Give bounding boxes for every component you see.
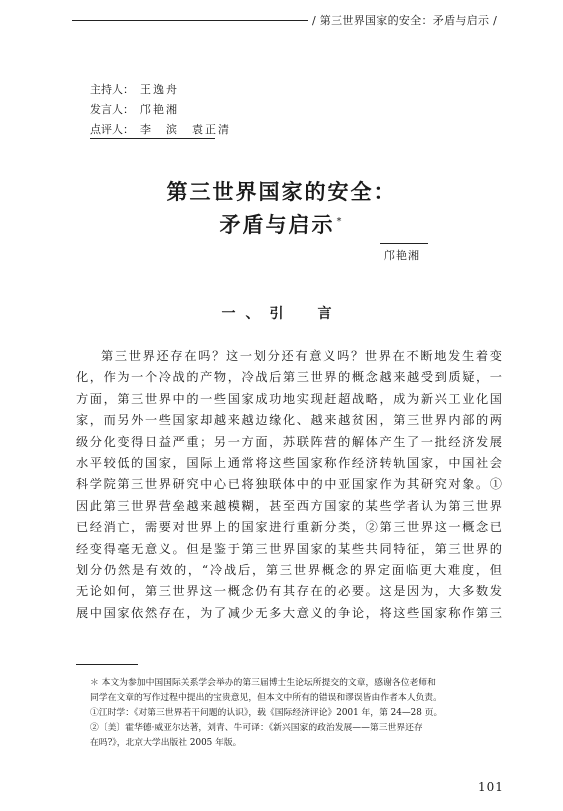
- body-line: 科学院第三世界研究中心已将独联体中的中亚国家作为其研究对象。①: [76, 477, 502, 492]
- footnote-line: 同学在文章的写作过程中提出的宝贵意见，但本文中所有的错误和谬误皆由作者本人负责。: [90, 693, 442, 703]
- speaker-row: [90, 100, 231, 120]
- body-line: 展中国家依然存在，为了减少无多大意义的争论，将这些国家称作第三: [76, 605, 502, 620]
- body-line: 方面，第三世界中的一些国家成功地实现赶超战略，成为新兴工业化国: [76, 391, 502, 406]
- footnote-line: ＊ 本文为参加中国国际关系学会举办的第三届博士生论坛所提交的文章，感谢各位老师和: [90, 678, 436, 688]
- section-heading: 一、引 言: [221, 306, 342, 322]
- commentator-names: 李 滨 袁正清: [140, 123, 231, 136]
- footnotes: [90, 676, 502, 751]
- body-line: 经变得毫无意义。但是鉴于第三世界国家的某些共同特征，第三世界的: [76, 541, 502, 556]
- article-title-line-2: 矛盾与启示 *: [219, 213, 344, 237]
- running-header: [72, 12, 498, 28]
- body-line: 化，作为一个冷战的产物，冷战后第三世界的概念越来越受到质疑，一: [76, 370, 502, 385]
- body-text: [76, 346, 502, 624]
- body-line: 级分化变得日益严重；另一方面，苏联阵营的解体产生了一批经济发展: [76, 434, 502, 449]
- commentator-label: 点评人：: [90, 123, 134, 136]
- page-number: 101: [478, 780, 504, 794]
- footnote-line: ①江时学：《对第三世界若干问题的认识》，载《国际经济评论》2001 年，第 24—28 页。: [90, 708, 443, 718]
- footnote-line: ②〔美〕霍华德·威亚尔达著，刘青、牛可译：《新兴国家的政治发展——第三世界还存: [90, 723, 423, 733]
- speaker-name: 邝艳湘: [140, 103, 179, 116]
- footnote-line: 在吗?》，北京大学出版社 2005 年版。: [90, 738, 242, 748]
- author-rule: [380, 243, 428, 244]
- body-line: 第三世界还存在吗？这一划分还有意义吗？世界在不断地发生着变: [101, 349, 502, 363]
- footnote-rule: [76, 664, 138, 665]
- speaker-label: 发言人：: [90, 103, 134, 116]
- host-row: [90, 80, 231, 100]
- commentator-row: [90, 120, 231, 140]
- body-line: 家，而另外一些国家却越来越边缘化、越来越贫困，第三世界内部的两: [76, 413, 502, 428]
- title-footnote-mark: *: [336, 216, 344, 227]
- body-line: 水平较低的国家，国际上通常将这些国家称作经济转轨国家，中国社会: [76, 455, 502, 470]
- participants-rule: [90, 138, 215, 139]
- host-label: 主持人：: [90, 83, 134, 96]
- header-rule: [72, 20, 308, 21]
- host-name: 王逸舟: [140, 83, 179, 96]
- running-head-text: / 第三世界国家的安全：矛盾与启示 /: [312, 14, 498, 27]
- body-line: 已经消亡，需要对世界上的国家进行重新分类，②第三世界这一概念已: [76, 520, 502, 535]
- participants-block: [90, 80, 231, 140]
- article-title-line-1: 第三世界国家的安全：: [166, 180, 397, 204]
- body-line: 划分仍然是有效的，“冷战后，第三世界概念的界定面临更大难度，但: [76, 562, 502, 577]
- author-name: 邝艳湘: [384, 249, 420, 262]
- body-line: 因此第三世界营垒越来越模糊，甚至西方国家的某些学者认为第三世界: [76, 498, 502, 513]
- body-line: 无论如何，第三世界这一概念仍有其存在的必要。这是因为，大多数发: [76, 584, 502, 599]
